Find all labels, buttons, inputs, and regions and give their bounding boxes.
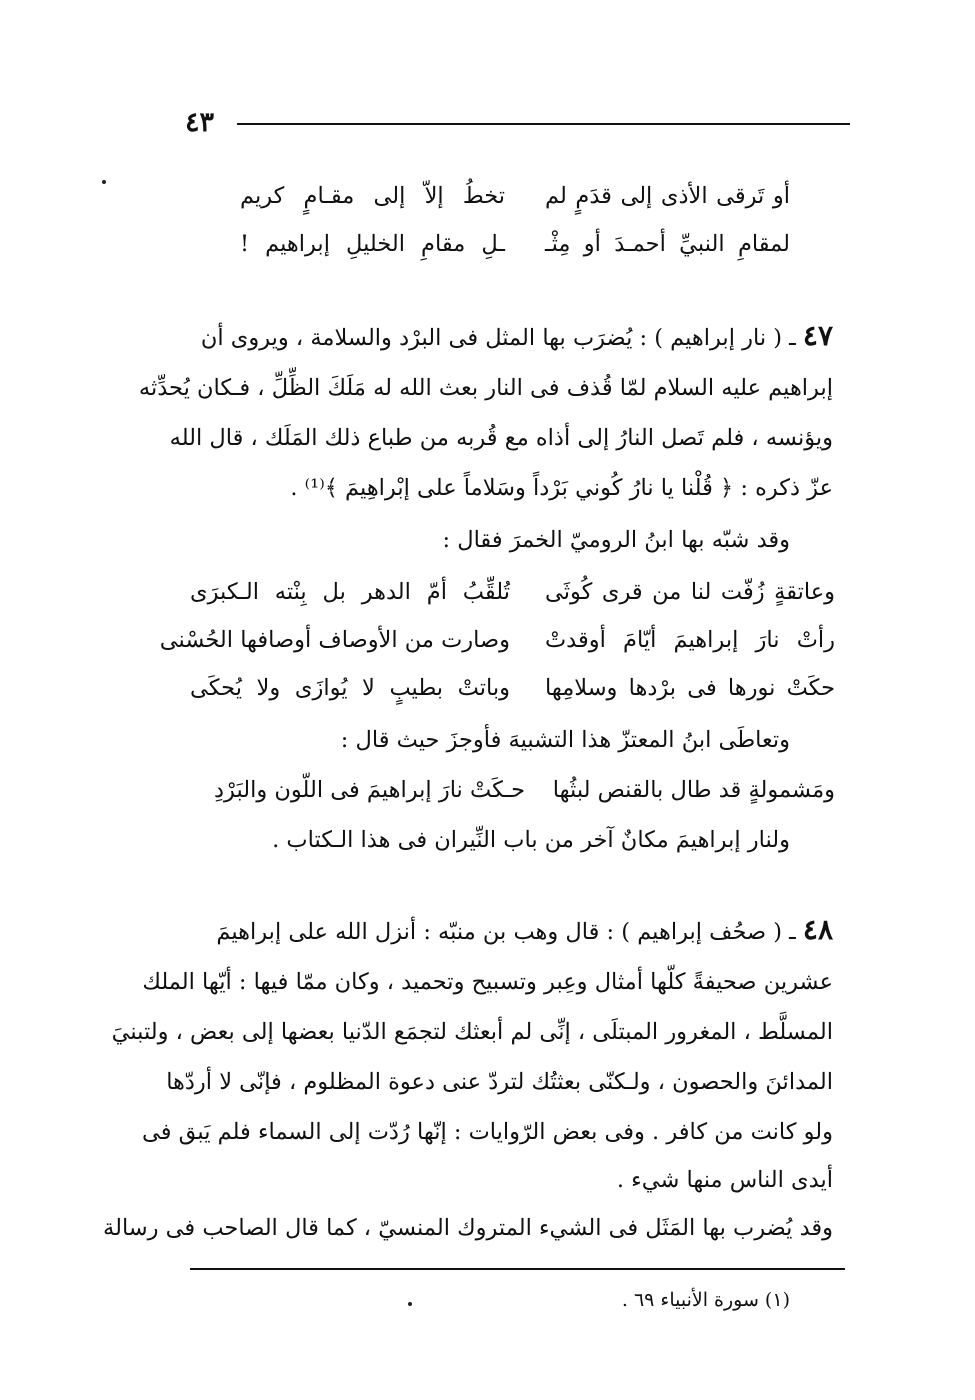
section-number-48: ٤٨ — [802, 913, 833, 946]
verse-hemistich-right: لمقامِ النبيِّ أحمـدَ أو مِثْـ — [545, 231, 790, 257]
opening-verse-line-2 — [240, 226, 790, 262]
poem-1-verse-2 — [159, 622, 835, 658]
poem-2-intro: وتعاطَى ابنُ المعتزّ هذا التشبيهَ فأوجزَ حيث قال : — [340, 727, 790, 753]
opening-verse-line-1 — [240, 178, 790, 214]
poem-2-verse-1 — [215, 772, 835, 808]
page-number: ٤٣ — [185, 107, 215, 138]
verse-hemistich-right: أو تَرقى الأذى إلى قدَمٍ لم — [545, 183, 790, 209]
verse-hemistich-left: حـكَتْ نارَ إبراهيمَ فى اللّون والبَرْدِ — [214, 777, 525, 803]
scan-speck — [102, 180, 106, 184]
verse-hemistich-left: وصارت من الأوصاف أوصافها الحُسْنى — [159, 627, 510, 653]
footnote: (١) سورة الأنبياء ٦٩ . — [621, 1289, 790, 1311]
poem-1-verse-3 — [190, 670, 835, 706]
verse-hemistich-right: رأتْ نارَ إبراهيمَ أيّامَ أوقدتْ — [545, 627, 835, 653]
section-47-closing: ولنار إبراهيمَ مكانٌ آخر من باب النِّيران فى هذا الـكتاب . — [272, 827, 790, 853]
verse-hemistich-left: وباتتْ بطيبٍ لا يُوازَى ولا يُحكَى — [190, 675, 510, 701]
section-47-text-line: ويؤنسه ، فلم تَصل النارُ إلى أذاه مع قُربه من طباع ذلك المَلَك ، قال الله — [169, 425, 833, 451]
footnote-rule — [190, 1268, 845, 1270]
section-48-text-line: ـ ( صحُف إبراهيم ) : قال وهب بن منبّه : أنزل الله على إبراهيمَ — [216, 919, 796, 945]
verse-hemistich-left: تُلقِّبُ أمّ الدهر بل بِنْته الـكبرَى — [190, 579, 510, 605]
section-48-text-line: عشرين صحيفةً كلّها أمثال وعِبر وتسبيح وتحميد ، وكان ممّا فيها : أيّها الملك — [142, 969, 833, 995]
verse-hemistich-left: ـلِ مقامِ الخليلِ إبراهيم ! — [240, 231, 505, 257]
section-47-text-line: ـ ( نار إبراهيم ) : يُضرَب بها المثل فى البرْد والسلامة ، ويروى أن — [200, 325, 796, 351]
poem-1-intro: وقد شبّه بها ابنُ الروميّ الخمرَ فقال : — [442, 527, 790, 553]
section-48-text-line: المدائنَ والحصون ، ولـكنّى بعثتُك لتردّ عنى دعوة المظلوم ، فإنّى لا أردّها — [166, 1069, 833, 1095]
section-48-text-line: أيدى الناس منها شيء . — [616, 1167, 833, 1193]
section-number-47: ٤٧ — [802, 319, 833, 352]
header-rule — [237, 123, 850, 125]
verse-hemistich-right: حكَتْ نورها فى برْدها وسلامِها — [545, 675, 835, 701]
poem-1-verse-1 — [190, 574, 835, 610]
section-47-quran-line: عزّ ذكره : ﴿ قُلْنا يا نارُ كُوني بَرْداً وسَلاماً على إبْراهِيمَ ﴾⁽¹⁾ . — [290, 475, 833, 501]
section-48-text-line: المسلَّط ، المغرور المبتلَى ، إنِّى لم أبعثك لتجمَع الدّنيا بعضها إلى بعض ، ولتبنيَ — [111, 1019, 833, 1045]
verse-hemistich-left: تخطُ إلاّ إلى مقـامٍ كريم — [240, 183, 505, 209]
page-header — [185, 108, 850, 138]
section-47-first-line — [190, 318, 833, 356]
section-48-text-line: ولو كانت من كافر . وفى بعض الرّوايات : إنّها رُدّت إلى السماء فلم يَبق فى — [142, 1119, 833, 1145]
scan-speck — [408, 1302, 412, 1306]
section-47-text-line: إبراهيم عليه السلام لمّا قُذف فى النار بعث الله له مَلَكَ الظِّلِّ ، فـكان يُحدِّثه — [138, 375, 833, 401]
section-48-first-line — [190, 912, 833, 950]
verse-hemistich-right: وعاتقةٍ زُفّت لنا من قرى كُوثَى — [545, 579, 835, 605]
verse-hemistich-right: ومَشمولةٍ قد طال بالقنص لبثُها — [552, 777, 835, 803]
section-48-last-line: وقد يُضرب بها المَثَل فى الشيء المتروك المنسيّ ، كما قال الصاحب فى رسالة — [103, 1215, 833, 1241]
